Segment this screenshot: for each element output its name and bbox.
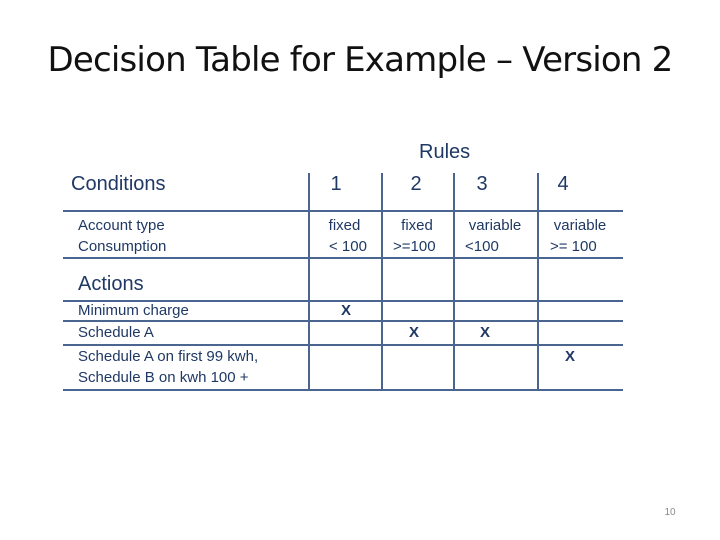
action-label: Minimum charge	[78, 302, 189, 319]
row-divider	[63, 320, 623, 322]
condition-label: Account type	[78, 217, 165, 234]
condition-value: fixed	[401, 217, 433, 234]
column-divider	[537, 173, 539, 390]
condition-value: >=100	[393, 238, 436, 255]
conditions-header: Conditions	[71, 173, 166, 195]
condition-value: variable	[553, 217, 607, 234]
column-divider	[381, 173, 383, 390]
page-number: 10	[664, 507, 676, 518]
action-label-line1: Schedule A on first 99 kwh,	[78, 348, 259, 365]
row-divider	[63, 257, 623, 259]
row-divider	[63, 210, 623, 212]
condition-value: variable	[468, 217, 522, 234]
row-divider	[63, 389, 623, 391]
rule-number-1: 1	[330, 173, 342, 195]
condition-value: < 100	[329, 238, 367, 255]
column-divider	[453, 173, 455, 390]
row-divider	[63, 344, 623, 346]
rule-number-2: 2	[410, 173, 422, 195]
condition-value: fixed	[328, 217, 361, 234]
action-mark: X	[480, 324, 491, 341]
action-mark: X	[341, 302, 352, 319]
condition-value: <100	[465, 238, 499, 255]
condition-value: >= 100	[550, 238, 597, 255]
action-mark: X	[409, 324, 420, 341]
slide-title: Decision Table for Example – Version 2	[47, 40, 673, 80]
action-mark: X	[565, 348, 576, 365]
action-label-line2: Schedule B on kwh 100 +	[78, 369, 249, 386]
condition-label: Consumption	[78, 238, 167, 255]
rule-number-3: 3	[476, 173, 488, 195]
action-label: Schedule A	[78, 324, 154, 341]
column-divider	[308, 173, 310, 390]
rule-number-4: 4	[557, 173, 569, 195]
rules-header: Rules	[419, 141, 471, 163]
actions-header: Actions	[78, 273, 144, 295]
